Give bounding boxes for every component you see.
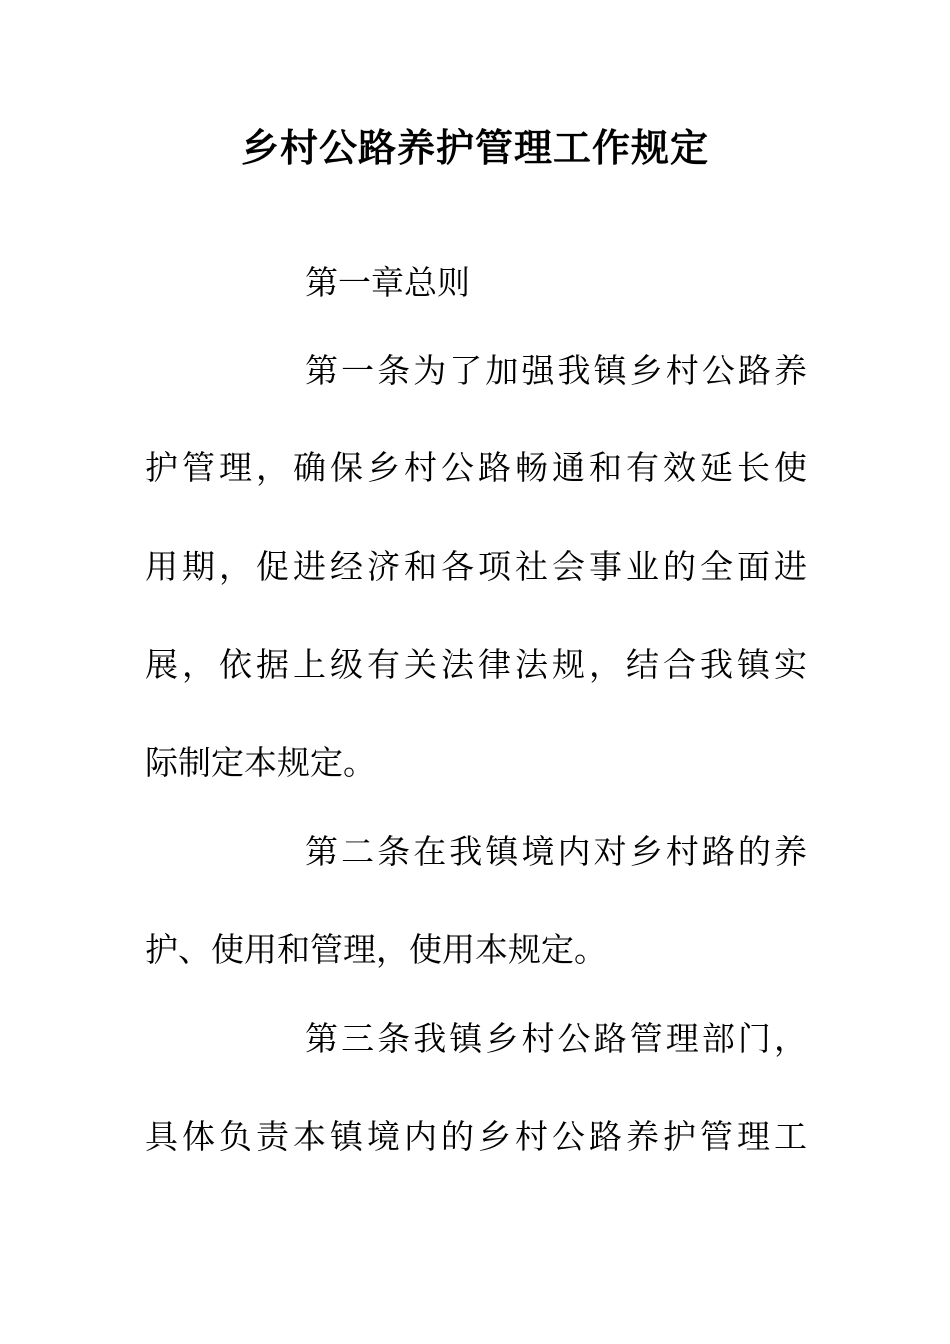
article-1-line-2: 护管理，确保乡村公路畅通和有效延长使 bbox=[145, 448, 807, 487]
article-1-line-1: 第一条为了加强我镇乡村公路养 bbox=[305, 351, 807, 390]
article-2-line-2: 护、使用和管理，使用本规定。 bbox=[145, 930, 607, 969]
article-3-line-2: 具体负责本镇境内的乡村公路养护管理工 bbox=[145, 1117, 807, 1156]
article-1-line-4: 展，依据上级有关法律法规，结合我镇实 bbox=[145, 645, 807, 684]
document-title: 乡村公路养护管理工作规定 bbox=[240, 126, 709, 170]
article-1-line-3: 用期，促进经济和各项社会事业的全面进 bbox=[145, 547, 807, 586]
article-3-line-1: 第三条我镇乡村公路管理部门， bbox=[305, 1019, 807, 1058]
article-1-line-5: 际制定本规定。 bbox=[145, 743, 376, 782]
article-2-line-1: 第二条在我镇境内对乡村路的养 bbox=[305, 832, 807, 871]
chapter-heading: 第一章总则 bbox=[305, 263, 470, 302]
